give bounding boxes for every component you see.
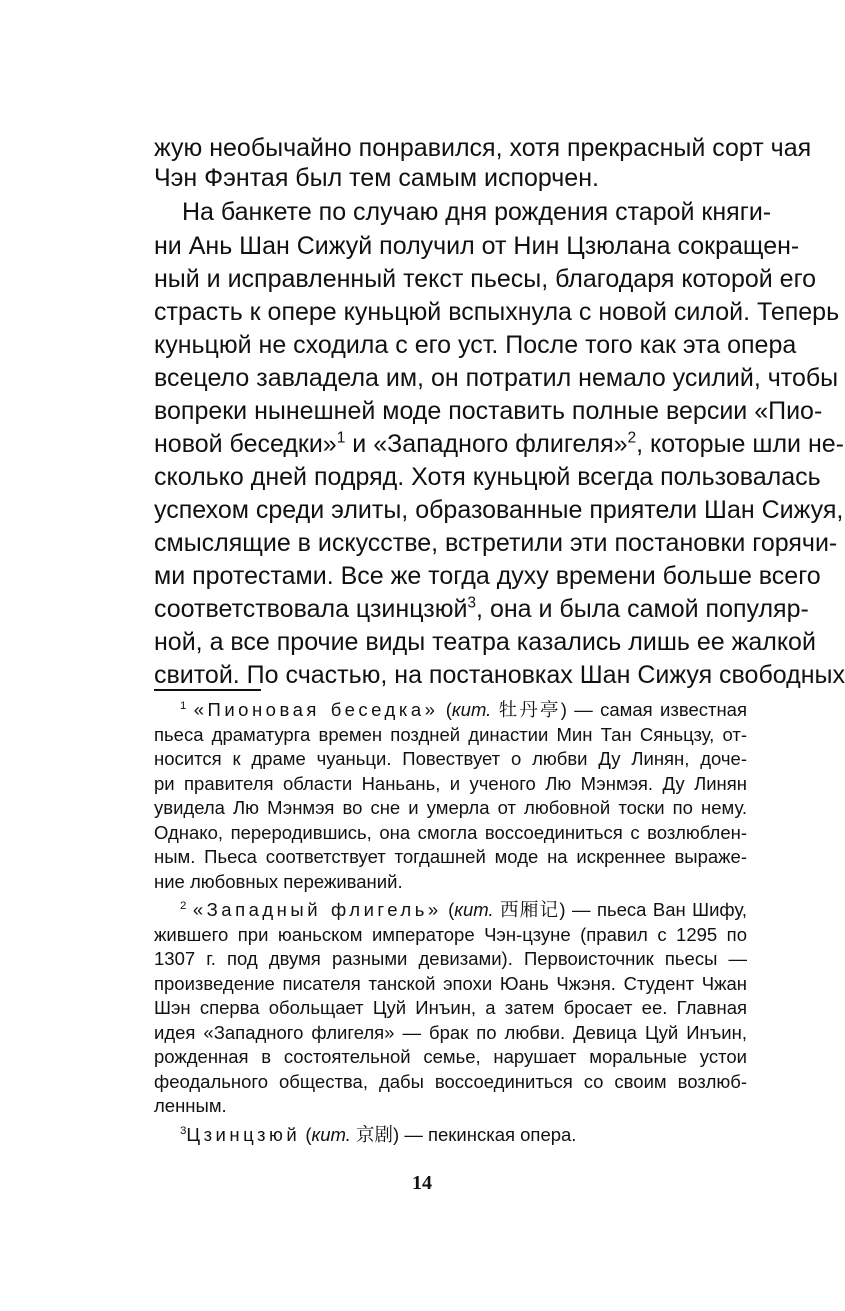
footnote-line: увидела Лю Мэнмэя во сне и умерла от любовной тоски по нему. bbox=[154, 797, 747, 818]
footnote-ref-3[interactable]: 3 bbox=[467, 594, 477, 612]
footnote-line: ние любовных переживаний. bbox=[154, 870, 403, 892]
text-run: соответствовала цзинцзюй bbox=[154, 595, 468, 623]
chinese-title: 牡丹亭 bbox=[498, 699, 561, 720]
text-run: ) — пекинская опера. bbox=[393, 1124, 577, 1145]
text-line bbox=[154, 428, 844, 461]
text-line: вопреки нынешней моде поставить полные версии «Пио- bbox=[154, 397, 823, 425]
text-line: жую необычайно понравился, хотя прекрасный сорт чая bbox=[154, 134, 812, 162]
footnote-1-first-line: $^1$ «Пионовая беседка» (кит. 牡丹亭) — самая известная bbox=[180, 699, 747, 720]
footnote-ref-2[interactable]: 2 bbox=[627, 429, 637, 447]
footnote-2-term: «Западный флигель» bbox=[192, 899, 442, 920]
text-line: ной, а все прочие виды театра казались лишь ее жалкой bbox=[154, 628, 816, 656]
footnote-3-line: $^3$Цзинцзюй (кит. 京剧) — пекинская опера. bbox=[180, 1124, 577, 1145]
footnote-3-term: Цзинцзюй bbox=[186, 1124, 301, 1145]
text-line: страсть к опере куньцюй вспыхнула с новой силой. Теперь bbox=[154, 298, 840, 326]
footnote-line: носится к драме чуаньци. Повествует о любви Ду Линян, доче- bbox=[154, 748, 747, 769]
footnote-line: ри правителя области Наньань, и ученого Лю Мэнмэя. Ду Линян bbox=[154, 772, 747, 794]
footnote-line: жившего при юаньском императоре Чэн-цзуне (правил с 1295 по bbox=[154, 923, 747, 945]
chinese-title: 西厢记 bbox=[500, 899, 560, 920]
text-line: куньцюй не сходила с его уст. После того как эта опера bbox=[154, 331, 797, 359]
footnote-2-first-line: $^2$ «Западный флигель» (кит. 西厢记) — пьеса Ван Шифу, bbox=[180, 899, 747, 920]
text-run: , она и была самой популяр- bbox=[476, 595, 809, 623]
text-line: На банкете по случаю дня рождения старой княги- bbox=[182, 198, 772, 226]
footnote-1-number: 1 bbox=[180, 699, 187, 712]
text-line: ми протестами. Все же тогда духу времени больше всего bbox=[154, 562, 821, 590]
text-line: успехом среди элиты, образованные приятели Шан Сижуя, bbox=[154, 496, 844, 524]
text-line: свитой. По счастью, на постановках Шан Сижуя свободных bbox=[154, 661, 845, 689]
footnote-line: пьеса драматурга времен поздней династии Мин Тан Сяньцзу, от- bbox=[154, 723, 747, 745]
footnote-line: ным. Пьеса соответствует тогдашней моде на искреннее выраже- bbox=[154, 846, 747, 867]
footnote-line: произведение писателя танской эпохи Юань Чжэня. Студент Чжан bbox=[154, 972, 747, 994]
footnote-2-number: 2 bbox=[180, 899, 187, 912]
text-run: ) — самая известная bbox=[560, 699, 747, 720]
text-run: , которые шли не- bbox=[636, 430, 844, 458]
footnote-line: ленным. bbox=[154, 1095, 227, 1116]
kit-abbrev: кит. bbox=[451, 699, 492, 720]
text-line bbox=[154, 593, 809, 626]
footnote-1-term: «Пионовая беседка» bbox=[193, 699, 439, 720]
kit-abbrev: кит. bbox=[454, 899, 494, 920]
footnote-line: идея «Западного флигеля» — брак по любви. Девица Цуй Инъин, bbox=[154, 1021, 747, 1043]
text-line: Чэн Фэнтая был тем самым испорчен. bbox=[154, 164, 599, 192]
text-line: сколько дней подряд. Хотя куньцюй всегда пользовалась bbox=[154, 463, 821, 491]
text-line: смыслящие в искусстве, встретили эти постановки горячи- bbox=[154, 529, 838, 557]
footnote-line: рожденная в состоятельной семье, нарушает моральные устои bbox=[154, 1046, 747, 1067]
chinese-title: 京剧 bbox=[356, 1124, 394, 1145]
text-line: ный и исправленный текст пьесы, благодаря которой его bbox=[154, 265, 817, 293]
footnote-line: 1307 г. под двумя разными девизами). Первоисточник пьесы — bbox=[154, 948, 747, 969]
text-line: всецело завладела им, он потратил немало усилий, чтобы bbox=[154, 364, 839, 392]
page-number: 14 bbox=[412, 1172, 432, 1194]
text-run: и «Западного флигеля» bbox=[345, 430, 628, 458]
footnote-line: Шэн сперва обольщает Цуй Инъин, а затем бросает ее. Главная bbox=[154, 997, 747, 1018]
text-line: ни Ань Шан Сижуй получил от Нин Цзюлана сокращен- bbox=[154, 232, 800, 260]
kit-abbrev: кит. bbox=[311, 1124, 351, 1145]
footnote-ref-1[interactable]: 1 bbox=[336, 429, 346, 447]
footnote-line: феодального общества, дабы воссоединиться со своим возлюб- bbox=[154, 1070, 747, 1092]
footnote-3-number: 3 bbox=[180, 1124, 187, 1137]
footnote-line: Однако, переродившись, она смогла воссоединиться с возлюблен- bbox=[154, 821, 747, 843]
text-run: новой беседки» bbox=[154, 430, 337, 458]
text-run: ) — пьеса Ван Шифу, bbox=[559, 899, 747, 920]
footnote-divider bbox=[154, 689, 261, 691]
